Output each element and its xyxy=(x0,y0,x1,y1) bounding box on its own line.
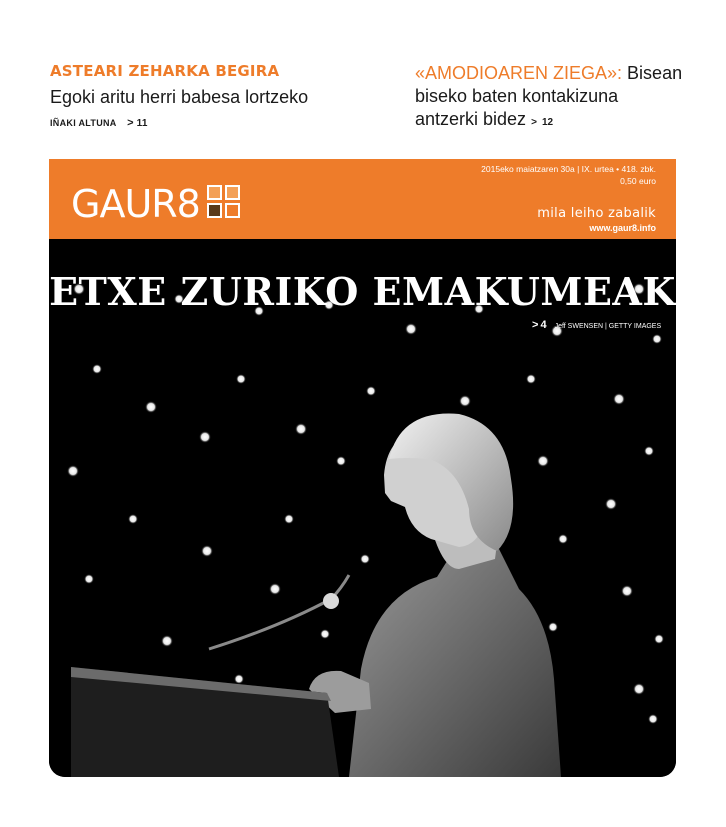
photo-credit xyxy=(532,319,661,331)
teaser-page-number[interactable]: 11 xyxy=(136,118,148,129)
masthead xyxy=(49,159,676,239)
teaser-right-title[interactable] xyxy=(415,62,695,134)
cover-headline[interactable]: ETXE ZURIKO EMAKUMEAK xyxy=(49,269,676,314)
teaser-right-text-2: biseko baten kontakizuna xyxy=(415,86,619,106)
teaser-right-text-1: Bisean xyxy=(622,63,683,83)
issue-info: 2015eko maiatzaren 30a | IX. urtea • 418. zbk. xyxy=(481,164,656,174)
page-arrow-icon: > xyxy=(127,117,134,129)
price: 0,50 euro xyxy=(620,176,656,186)
teaser-right-page-number[interactable]: 12 xyxy=(541,117,554,128)
teaser-right[interactable] xyxy=(415,62,695,134)
slogan: mila leiho zabalik xyxy=(537,206,656,221)
cover-page-number[interactable]: 4 xyxy=(540,319,547,331)
website-link[interactable]: www.gaur8.info xyxy=(589,223,656,233)
teaser-kicker: ASTEARI ZEHARKA BEGIRA xyxy=(50,62,280,80)
gaur8-logo[interactable]: GAUR8 xyxy=(71,182,200,226)
teaser-author: IÑAKI ALTUNA xyxy=(50,118,117,128)
teaser-left[interactable] xyxy=(50,62,370,129)
credit-text: Jeff SWENSEN | GETTY IMAGES xyxy=(554,323,662,330)
logo-squares-icon xyxy=(207,185,243,219)
teaser-right-kicker: «AMODIOAREN ZIEGA»: xyxy=(415,63,623,83)
page-arrow-icon: > xyxy=(532,319,539,331)
magazine-cover xyxy=(49,159,676,777)
teaser-headline[interactable]: Egoki aritu herri babesa lortzeko xyxy=(50,87,309,107)
page-arrow-icon: > xyxy=(531,117,537,128)
teaser-byline xyxy=(50,117,370,129)
teaser-right-text-3: antzerki bidez xyxy=(415,109,527,129)
